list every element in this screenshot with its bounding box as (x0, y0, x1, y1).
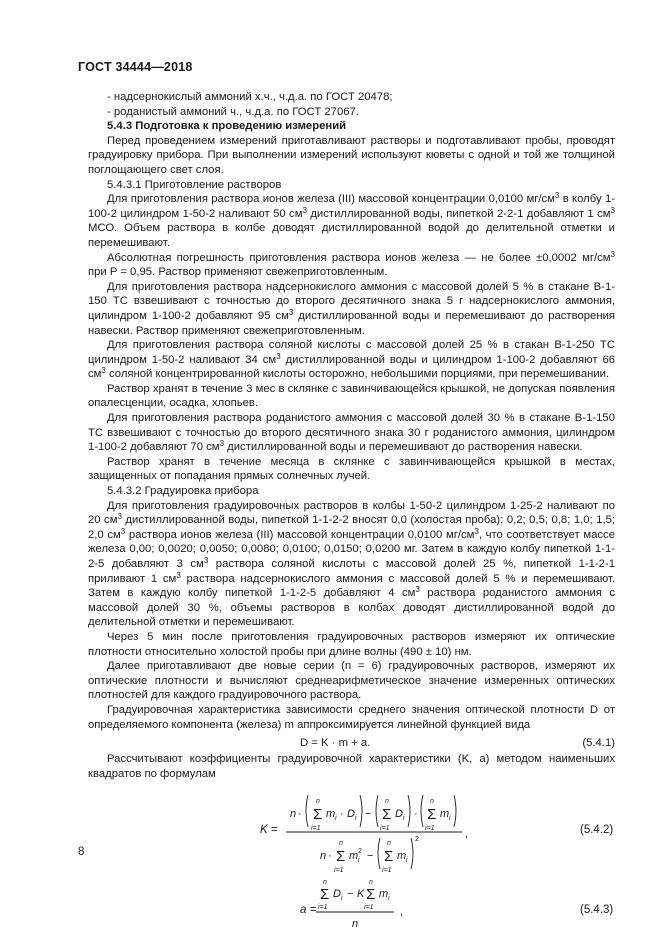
svg-text:n: n (316, 798, 320, 806)
paragraph: Абсолютная погрешность приготовления раствора ионов железа — не более ±0,0002 $мг/см^3$ при P = 0,95. Раствор применяют свежеприготовленным. (88, 249, 615, 279)
subsection-heading: 5.4.3.2 Градуировка прибора (107, 485, 259, 498)
svg-text:Σ: Σ (384, 848, 394, 866)
svg-text:n: n (323, 879, 327, 887)
svg-text:i: i (406, 857, 408, 865)
paragraph: Для приготовления градуировочных растворов в колбы 1-50-2 цилиндром 1-25-2 наливают по 20 $см^3$ дистиллированной воды, пипеткой 1-1-2-2 вносят 0,0 (холостая проба); 0,2; 0,5; 0,8; 1,0; 1,5; 2,0 $см^3$ раствора ионов железа (III) массовой концентрации 0,0100 $мг/см^3$, что соответствует массе железа 0,00; 0,0020; 0,0050; 0,0080; 0,0100; 0,0150; 0,0200 мг. Затем в каждую колбу пипеткой 1-1-2-5 добавляют 3 $см^3$ раствора соляной кислоты с массовой долей 25 %, пипеткой 1-1-2-1 приливают 1 $см^3$ раствора надсернокислого аммония с массовой долей 5 % и перемешивают. Затем в каждую колбу пипеткой 1-1-2-5 добавляют 4 $см^3$ раствора роданистого аммония с массовой долей 30 %, объемы растворов в колбах доводят дистиллированной водой до делительной отметки и перемешивают. (88, 499, 615, 629)
svg-text:2: 2 (415, 836, 419, 844)
svg-text:n: n (369, 879, 373, 887)
formula-5-4-1 (88, 734, 615, 752)
formula-number: (5.4.3) (580, 904, 614, 917)
svg-text:·: · (414, 808, 418, 821)
subsection-heading: 5.4.3.1 Приготовление растворов (107, 178, 282, 191)
svg-text:i: i (355, 815, 357, 823)
formula-lhs: K = (260, 824, 278, 837)
formula-a-graphic (88, 873, 615, 943)
paragraph: Для приготовления раствора роданистого аммония с массовой долей 30 % в стакане В-1-150 ТС взвешивают с точностью до второго десятичного знака 30 г роданистого аммония, цилиндром 1-100-2 добавляют 70 $см^3$ дистиллированной воды и перемешивают до растворения навески. (88, 412, 615, 454)
svg-text:n: n (385, 798, 389, 806)
formula-number: (5.4.1) (582, 737, 615, 750)
list-item: - надсернокислый аммоний х.ч., ч.д.а. по ГОСТ 20478; (107, 91, 393, 103)
svg-text:Σ: Σ (320, 886, 330, 904)
paragraph: Далее приготавливают две новые серии (n = 6) градуировочных растворов, измеряют их оптические плотности и вычисляют среднеарифметическое значение измеренных оптических плотностей для каждого градуировочного раствора. (88, 660, 615, 702)
page-header: ГОСТ 34444—2018 (78, 60, 193, 74)
formula-lhs: a = (300, 904, 317, 917)
svg-text:n: n (290, 808, 297, 821)
formula-5-4-2 (88, 781, 615, 873)
svg-text:m: m (379, 888, 389, 901)
svg-text:·: · (298, 808, 302, 821)
svg-text:·: · (328, 850, 332, 863)
svg-text:D: D (347, 808, 355, 821)
svg-text:D: D (395, 808, 403, 821)
document-body (88, 90, 615, 943)
formula-expression: D = K · m + a. (300, 737, 371, 750)
svg-text:Σ: Σ (366, 886, 376, 904)
svg-text:i=1: i=1 (334, 867, 344, 874)
svg-text:−: − (367, 850, 374, 863)
svg-text:i: i (358, 857, 360, 865)
svg-text:Σ: Σ (382, 806, 392, 824)
svg-text:i: i (335, 815, 337, 823)
svg-text:,: , (400, 906, 404, 919)
paragraph: Для приготовления раствора надсернокислого аммония с массовой долей 5 % в стакане В-1-150 ТС взвешивают с точностью до второго десятичного знака 5 г надсернокислого аммония, цилиндром 1-100-2 добавляют 95 $см^3$ дистиллированной воды и перемешивают до растворения навески. Раствор применяют свежеприготовленным. (88, 280, 615, 337)
paragraph: Для приготовления раствора соляной кислоты с массовой долей 25 % в стакан В-1-250 ТС цилиндром 1-50-2 наливают 34 $см^3$ дистиллированной воды и цилиндром 1-100-2 добавляют 66 $см^3$ соляной концентрированной кислоты осторожно, небольшими порциями, при перемешивании. (88, 339, 616, 381)
svg-text:,: , (465, 828, 469, 841)
paragraph: Раствор хранят в течение месяца в склянке с завинчивающейся крышкой в местах, защищенных от попадания прямых солнечных лучей. (88, 455, 615, 483)
svg-text:2: 2 (358, 848, 362, 856)
svg-text:i: i (341, 895, 343, 903)
paragraph: Для приготовления раствора ионов железа (III) массовой концентрации 0,0100 $мг/см^3$ в колбу 1-100-2 цилиндром 1-50-2 наливают 50 $см^3$ дистиллированной воды, пипеткой 2-2-1 добавляют 1 $см^3$ МСО. Объем раствора в колбе доводят дистиллированной водой до делительной отметки и перемешивают. (88, 191, 616, 249)
svg-text:i=1: i=1 (380, 825, 390, 833)
svg-text:Σ: Σ (313, 806, 323, 824)
svg-text:n: n (430, 798, 434, 806)
svg-text:·: · (340, 808, 344, 821)
svg-text:K: K (357, 888, 365, 901)
svg-text:n: n (320, 850, 327, 863)
paragraph: Градуировочная характеристика зависимости среднего значения оптической плотности D от определяемого компонента (железа) m аппроксимируется линейной функцией вида (88, 703, 615, 731)
svg-text:i=1: i=1 (311, 825, 321, 833)
svg-text:m: m (440, 808, 450, 821)
page-number: 8 (78, 846, 85, 858)
svg-text:n: n (339, 840, 343, 848)
svg-text:−: − (365, 808, 372, 821)
paragraph: Раствор хранят в течение 3 мес в склянке с завинчивающейся крышкой, не допуская появления опалесценции, осадка, хлопьев. (88, 382, 615, 410)
paragraph: Рассчитывают коэффициенты градуировочной характеристики (K, a) методом наименьших квадратов по формулам (88, 753, 615, 780)
list-item: - роданистый аммоний ч., ч.д.а. по ГОСТ 27067. (107, 105, 359, 118)
formula-5-4-3 (88, 873, 615, 943)
svg-text:i=1: i=1 (425, 825, 435, 833)
svg-text:i: i (403, 815, 405, 823)
svg-text:i=1: i=1 (382, 867, 392, 874)
paragraph: Перед проведением измерений приготавливают растворы и подготавливают пробы, проводят градуировку прибора. При выполнении измерений используют кюветы с одной и той же толщиной поглощающего свет слоя. (88, 134, 615, 176)
formula-k-graphic (88, 781, 615, 873)
formula-number: (5.4.2) (580, 824, 614, 837)
svg-text:D: D (333, 888, 341, 901)
svg-text:m: m (349, 850, 359, 863)
svg-text:m: m (397, 850, 407, 863)
svg-text:i=1: i=1 (318, 904, 328, 912)
svg-text:n: n (352, 918, 359, 931)
svg-text:i=1: i=1 (364, 904, 374, 912)
svg-text:n: n (387, 840, 391, 848)
paragraph: Через 5 мин после приготовления градуировочных растворов измеряют их оптические плотности относительно холостой пробы при длине волны (490 ± 10) нм. (88, 630, 615, 658)
section-heading: 5.4.3 Подготовка к проведению измерений (107, 120, 347, 133)
svg-text:Σ: Σ (427, 806, 437, 824)
svg-text:Σ: Σ (336, 848, 346, 866)
svg-text:m: m (326, 808, 336, 821)
svg-text:−: − (347, 888, 354, 901)
svg-text:i: i (388, 895, 390, 903)
svg-text:i: i (449, 815, 451, 823)
